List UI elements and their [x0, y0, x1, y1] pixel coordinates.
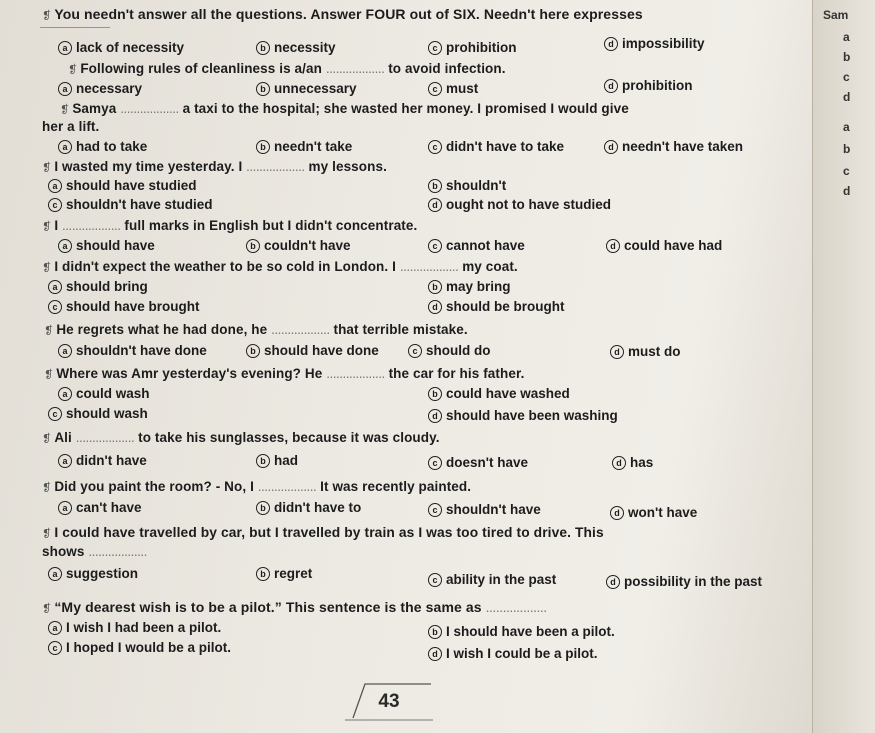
q9-option-a[interactable]: a didn't have — [58, 453, 147, 468]
q8-option-a[interactable]: a could wash — [58, 386, 150, 401]
q4-option-c[interactable]: c shouldn't have studied — [48, 197, 212, 212]
question-4-stem: ❡ I wasted my time yesterday. I .................. my lessons. — [42, 159, 387, 174]
q6-option-b[interactable]: b may bring — [428, 279, 511, 294]
q9-option-c[interactable]: c doesn't have — [428, 455, 528, 470]
q11-option-d[interactable]: d possibility in the past — [606, 574, 762, 589]
q11-option-b[interactable]: b regret — [256, 566, 312, 581]
question-11-stem-cont: shows .................. — [42, 544, 147, 559]
q3-option-a[interactable]: a had to take — [58, 139, 147, 154]
question-12-stem: ❡ “My dearest wish is to be a pilot.” This sentence is the same as .................. — [42, 599, 547, 615]
adjacent-option-letter: c — [843, 70, 850, 84]
adjacent-option-letter: d — [843, 184, 851, 198]
adjacent-option-letter: b — [843, 50, 851, 64]
q7-option-b[interactable]: b should have done — [246, 343, 379, 358]
q3-option-c[interactable]: c didn't have to take — [428, 139, 564, 154]
q7-option-c[interactable]: c should do — [408, 343, 491, 358]
q10-option-b[interactable]: b didn't have to — [256, 500, 361, 515]
q3-option-b[interactable]: b needn't take — [256, 139, 352, 154]
q1-option-a[interactable]: a lack of necessity — [58, 40, 184, 55]
q2-option-a[interactable]: a necessary — [58, 81, 142, 96]
adjacent-option-letter: a — [843, 30, 850, 44]
underline-rule — [40, 27, 110, 28]
q12-option-c[interactable]: c I hoped I would be a pilot. — [48, 640, 231, 655]
q5-option-a[interactable]: a should have — [58, 238, 155, 253]
q12-option-d[interactable]: d I wish I could be a pilot. — [428, 646, 598, 661]
question-2-stem: ❡ Following rules of cleanliness is a/an .................. to avoid infection. — [68, 61, 506, 76]
q5-option-b[interactable]: b couldn't have — [246, 238, 350, 253]
question-6-stem: ❡ I didn't expect the weather to be so cold in London. I .................. my coat. — [42, 259, 518, 274]
question-9-stem: ❡ Ali .................. to take his sunglasses, because it was cloudy. — [42, 430, 440, 445]
question-1-stem: ❡ You needn't answer all the questions. Answer FOUR out of SIX. Needn't here expresses — [42, 6, 643, 22]
q9-option-b[interactable]: b had — [256, 453, 298, 468]
question-11-stem: ❡ I could have travelled by car, but I travelled by train as I was too tired to drive. This — [42, 525, 604, 540]
question-3-stem: ❡ Samya .................. a taxi to the hospital; she wasted her money. I promised I would give — [60, 101, 629, 116]
q9-option-d[interactable]: d has — [612, 455, 653, 470]
q6-option-d[interactable]: d should be brought — [428, 299, 564, 314]
question-8-stem: ❡ Where was Amr yesterday's evening? He .................. the car for his father. — [44, 366, 525, 381]
q1-option-b[interactable]: b necessity — [256, 40, 336, 55]
q6-option-a[interactable]: a should bring — [48, 279, 148, 294]
adjacent-page-text: Sam — [823, 8, 849, 22]
question-7-stem: ❡ He regrets what he had done, he .................. that terrible mistake. — [44, 322, 468, 337]
adjacent-option-letter: a — [843, 120, 850, 134]
q10-option-c[interactable]: c shouldn't have — [428, 502, 541, 517]
q12-option-a[interactable]: a I wish I had been a pilot. — [48, 620, 221, 635]
q11-option-a[interactable]: a suggestion — [48, 566, 138, 581]
q12-option-b[interactable]: b I should have been a pilot. — [428, 624, 615, 639]
page-number: 43 — [378, 691, 400, 712]
q7-option-a[interactable]: a shouldn't have done — [58, 343, 207, 358]
page-number-box — [345, 678, 435, 726]
q4-option-a[interactable]: a should have studied — [48, 178, 197, 193]
adjacent-page-strip — [812, 0, 875, 733]
question-10-stem: ❡ Did you paint the room? - No, I .................. It was recently painted. — [42, 479, 472, 494]
adjacent-option-letter: b — [843, 142, 851, 156]
q4-option-d[interactable]: d ought not to have studied — [428, 197, 611, 212]
q8-option-c[interactable]: c should wash — [48, 406, 148, 421]
q5-option-c[interactable]: c cannot have — [428, 238, 525, 253]
question-3-stem-cont: her a lift. — [42, 119, 100, 134]
q1-option-d[interactable]: d impossibility — [604, 36, 705, 51]
q4-option-b[interactable]: b shouldn't — [428, 178, 506, 193]
q2-option-c[interactable]: c must — [428, 81, 478, 96]
q6-option-c[interactable]: c should have brought — [48, 299, 200, 314]
question-number-mark: ❡ — [42, 10, 52, 22]
q10-option-a[interactable]: a can't have — [58, 500, 142, 515]
question-5-stem: ❡ I .................. full marks in English but I didn't concentrate. — [42, 218, 418, 233]
q8-option-d[interactable]: d should have been washing — [428, 408, 618, 423]
q2-option-d[interactable]: d prohibition — [604, 78, 692, 93]
q1-option-c[interactable]: c prohibition — [428, 40, 516, 55]
adjacent-option-letter: c — [843, 164, 850, 178]
q7-option-d[interactable]: d must do — [610, 344, 681, 359]
q3-option-d[interactable]: d needn't have taken — [604, 139, 743, 154]
adjacent-option-letter: d — [843, 90, 851, 104]
q11-option-c[interactable]: c ability in the past — [428, 572, 556, 587]
q2-option-b[interactable]: b unnecessary — [256, 81, 357, 96]
q10-option-d[interactable]: d won't have — [610, 505, 697, 520]
q8-option-b[interactable]: b could have washed — [428, 386, 570, 401]
q5-option-d[interactable]: d could have had — [606, 238, 722, 253]
